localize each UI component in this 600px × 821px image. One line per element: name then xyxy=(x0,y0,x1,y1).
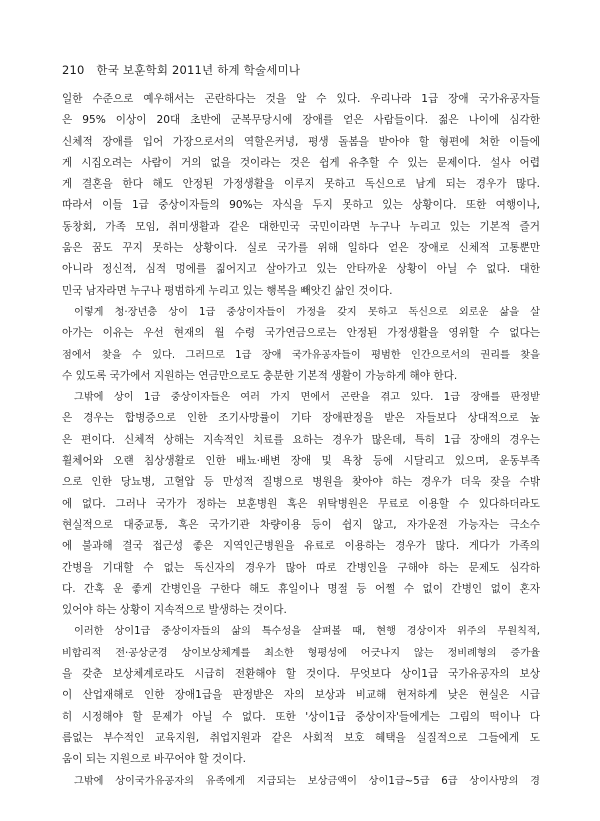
text-line: 히 시정해야 할 문제가 아닐 수 없다. 또한 '상이1급 중상이자'들에게는 그림의 떡이나 다 xyxy=(62,710,540,723)
text-line: 점에서 찾을 수 있다. 그러므로 1급 장애 국가유공자들이 평범한 인간으로서의 권리를 찾을 xyxy=(62,349,540,361)
text-line: 은 95% 이상이 20대 초반에 군복무당시에 장애를 얻은 사람들이다. 젊은 나이에 심각한 xyxy=(62,114,540,127)
text-line: 일한 수준으로 예우해서는 곤란하다는 것을 알 수 있다. 우리나라 1급 장애 국가유공자들 xyxy=(62,93,540,105)
paragraph-first-line: 이렇게 청·장년층 상이 1급 중상이자들이 가정을 갖지 못하고 독신으로 외로운 삶을 살 xyxy=(74,306,540,318)
text-line: 은 경우는 합병증으로 인한 조기사망률이 기타 장애판정을 받은 자들보다 상대적으로 높 xyxy=(62,412,540,425)
text-line: 아니라 정신적, 심적 멍에를 짊어지고 살아가고 있는 안타까운 상황이 아닐 수 없다. 대한 xyxy=(62,263,540,276)
paragraph-end-line: 움이 되는 지원으로 바꾸어야 할 것이다. xyxy=(62,753,246,766)
text-line: 간병을 기대할 수 없는 독신자의 경우가 많아 따로 간병인을 구해야 하는 문제도 심각하 xyxy=(62,561,540,574)
text-line: 휠체어와 오랜 침상생활로 인한 배뇨·배변 장애 및 욕창 등에 시달리고 있으며, 운동부족 xyxy=(62,455,540,468)
text-line: 움은 꿈도 꾸지 못하는 상황이다. 실로 국가를 위해 일하다 얻은 장애로 신체적 고통뿐만 xyxy=(62,242,540,255)
body-text xyxy=(62,89,540,792)
text-line: 다. 간혹 운 좋게 간병인을 구한다 해도 휴일이나 명절 등 어쩔 수 없이 간병인 없이 혼자 xyxy=(62,582,540,595)
paragraph-first-line: 그밖에 상이국가유공자의 유족에게 지급되는 보상금액이 상이1급~5급 6급 상이사망의 경 xyxy=(74,775,540,787)
text-line: 현실적으로 대중교통, 혹은 국가기관 차량이용 등이 쉽지 않고, 자가운전 가능자는 극소수 xyxy=(62,518,540,531)
paragraph-end-line: 민국 남자라면 누구나 평범하게 누리고 있는 행복을 빼앗긴 삶인 것이다. xyxy=(62,284,393,297)
text-line: 따라서 이들 1급 중상이자들의 90%는 자식을 두지 못하고 있는 상황이다. 또한 여행이나, xyxy=(62,199,540,212)
text-line: 으로 인한 당뇨병, 고혈압 등 만성적 질병으로 병원을 찾아야 하는 경우가 더욱 잦을 수밖 xyxy=(62,476,540,489)
page-number: 210 xyxy=(62,63,85,77)
paragraph-first-line: 이러한 상이1급 중상이자들의 삶의 특수성을 살펴볼 때, 현행 경상이자 위주의 무원칙적, xyxy=(74,626,540,638)
paragraph-first-line: 그밖에 상이 1급 중상이자들은 여러 가지 면에서 곤란을 겪고 있다. 1급 장애를 판정받 xyxy=(74,392,540,404)
text-line: 신체적 장애를 입어 가장으로서의 역할은커녕, 평생 돌봄을 받아야 할 형편에 처한 이들에 xyxy=(62,135,540,148)
text-line: 을 갖춘 보상체계로라도 시급히 전환해야 할 것이다. 무엇보다 상이1급 국가유공자의 보상 xyxy=(62,668,540,681)
text-line: 동창회, 가족 모임, 취미생활과 같은 대한민국 국민이라면 누구나 누리고 있는 기본적 즐거 xyxy=(62,220,540,233)
paragraph-end-line: 수 있도록 국가에서 지원하는 연금만으로도 충분한 기본적 생활이 가능하게 해야 한다. xyxy=(62,369,458,382)
text-line: 게 결혼을 한다 해도 안정된 가정생활을 이루지 못하고 독신으로 남게 되는 경우가 많다. xyxy=(62,178,540,191)
paragraph-end-line: 있어야 하는 상황이 지속적으로 발생하는 것이다. xyxy=(62,604,287,617)
running-header xyxy=(62,62,300,78)
text-line: 에 불과해 결국 접근성 좋은 지역인근병원을 유료로 이용하는 경우가 많다. 게다가 가족의 xyxy=(62,540,540,553)
text-line: 아가는 이유는 우선 현재의 월 수령 국가연금으로는 안정된 가정생활을 영위할 수 없다는 xyxy=(62,327,540,340)
text-line: 비합리적 전·공상군경 상이보상체계를 최소한 형평성에 어긋나지 않는 정비례형의 증가율 xyxy=(62,647,540,659)
text-line: 이 산업재해로 인한 장애1급을 판정받은 자의 보상과 비교해 현저하게 낮은 현실은 시급 xyxy=(62,689,540,702)
text-line: 은 편이다. 신체적 상해는 지속적인 치료를 요하는 경우가 많은데, 특히 1급 장애의 경우는 xyxy=(62,433,540,446)
header-title: 한국 보훈학회 2011년 하계 학술세미나 xyxy=(96,63,301,77)
text-line: 게 시집오려는 사람이 거의 없을 것이라는 것은 쉽게 유추할 수 있는 문제이다. 설사 어렵 xyxy=(62,156,540,169)
text-line: 에 없다. 그러나 국가가 정하는 보훈병원 혹은 위탁병원은 무료로 이용할 수 있다하더라도 xyxy=(62,497,540,510)
text-line: 름없는 부수적인 교육지원, 취업지원과 같은 사회적 보호 혜택을 실질적으로 그들에게 도 xyxy=(62,731,540,744)
